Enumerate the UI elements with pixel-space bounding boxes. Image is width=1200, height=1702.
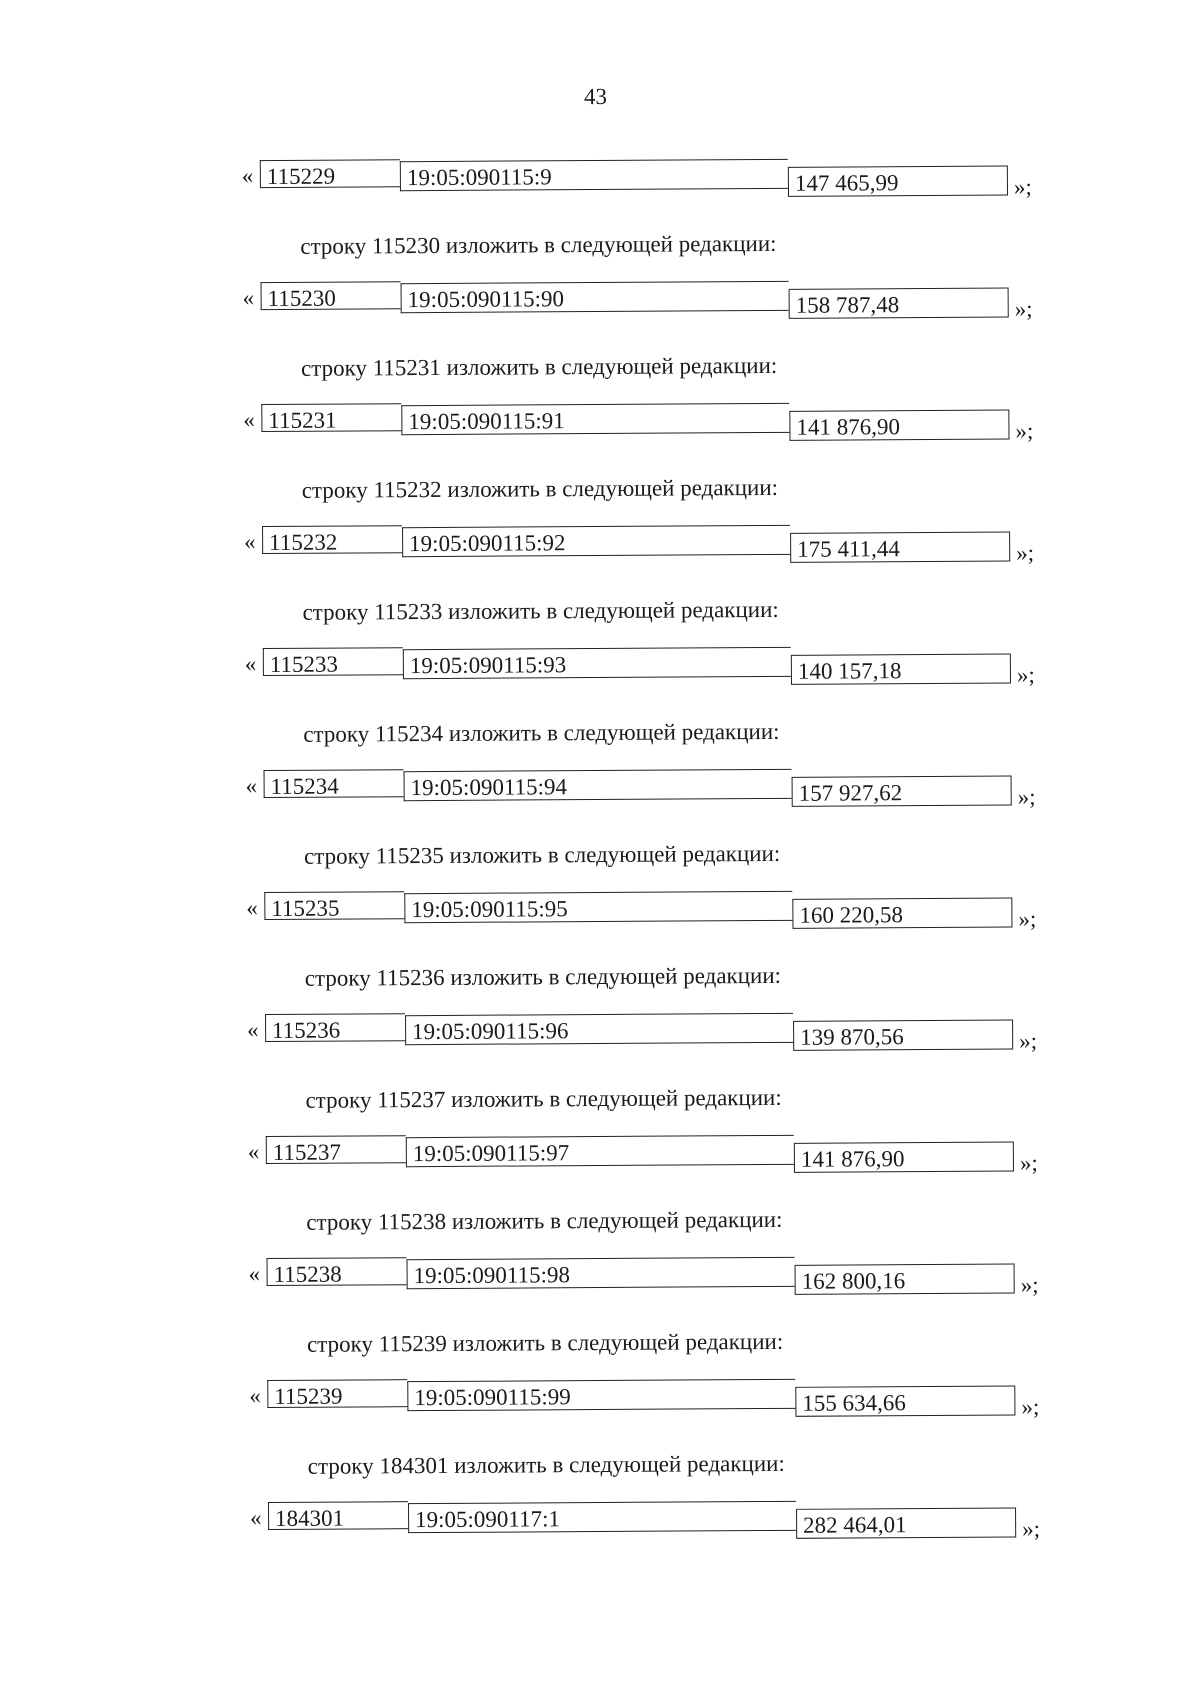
cadastral-number-cell: 19:05:090115:94 <box>404 769 792 801</box>
amendment-instruction: строку 115238 изложить в следующей редакции: <box>306 1206 783 1235</box>
amendment-instruction: строку 115230 изложить в следующей редакции: <box>300 230 777 259</box>
opening-quote: « <box>244 529 256 555</box>
row-number-cell: 115239 <box>267 1379 407 1408</box>
table-row <box>238 155 1098 200</box>
row-number-cell: 184301 <box>268 1501 408 1530</box>
value-cell: 157 927,62 <box>792 775 1012 806</box>
value-cell: 158 787,48 <box>789 287 1009 318</box>
closing-quote: »; <box>1022 1516 1041 1542</box>
cadastral-number-cell: 19:05:090115:90 <box>401 281 789 313</box>
amendment-list <box>238 155 1106 1542</box>
cadastral-number-cell: 19:05:090117:1 <box>408 1501 796 1533</box>
cadastral-number-cell: 19:05:090115:95 <box>404 891 792 923</box>
amendment-instruction: строку 184301 изложить в следующей редакции: <box>307 1450 785 1479</box>
value-cell: 155 634,66 <box>795 1385 1015 1416</box>
cadastral-number-cell: 19:05:090115:99 <box>407 1379 795 1411</box>
row-number-cell: 115234 <box>264 769 404 798</box>
table-row <box>244 1131 1104 1176</box>
row-number-cell: 115235 <box>264 891 404 920</box>
row-number-cell: 115236 <box>265 1013 405 1042</box>
cadastral-number-cell: 19:05:090115:98 <box>407 1257 795 1289</box>
closing-quote: »; <box>1015 418 1034 444</box>
closing-quote: »; <box>1021 1394 1040 1420</box>
closing-quote: »; <box>1017 784 1036 810</box>
table-row <box>244 1253 1104 1298</box>
closing-quote: »; <box>1014 296 1033 322</box>
opening-quote: « <box>246 895 258 921</box>
row-number-cell: 115233 <box>263 647 403 676</box>
opening-quote: « <box>250 1505 262 1531</box>
opening-quote: « <box>248 1261 261 1287</box>
amendment-instruction: строку 115232 изложить в следующей редакции: <box>301 474 779 503</box>
table-row <box>246 1497 1106 1542</box>
cadastral-number-cell: 19:05:090115:92 <box>402 525 790 557</box>
closing-quote: »; <box>1020 1272 1039 1298</box>
table-row <box>245 1375 1105 1420</box>
opening-quote: « <box>242 285 255 311</box>
opening-quote: « <box>245 773 258 799</box>
value-cell: 139 870,56 <box>793 1019 1013 1050</box>
opening-quote: « <box>247 1139 260 1165</box>
value-cell: 162 800,16 <box>795 1263 1015 1294</box>
row-number-cell: 115230 <box>261 281 401 310</box>
value-cell: 160 220,58 <box>792 897 1012 928</box>
cadastral-number-cell: 19:05:090115:96 <box>405 1013 793 1045</box>
amendment-instruction: строку 115237 изложить в следующей редакции: <box>305 1084 782 1113</box>
closing-quote: »; <box>1016 662 1035 688</box>
table-row <box>242 765 1102 810</box>
table-row <box>242 887 1102 932</box>
row-number-cell: 115238 <box>266 1257 406 1286</box>
table-row <box>243 1009 1103 1054</box>
cadastral-number-cell: 19:05:090115:91 <box>401 403 789 435</box>
value-cell: 147 465,99 <box>788 165 1008 196</box>
value-cell: 282 464,01 <box>796 1507 1016 1538</box>
table-row <box>239 399 1099 444</box>
row-number-cell: 115237 <box>266 1135 406 1164</box>
row-number-cell: 115231 <box>261 403 401 432</box>
value-cell: 140 157,18 <box>791 653 1011 684</box>
amendment-instruction: строку 115239 изложить в следующей редакции: <box>306 1328 784 1357</box>
cadastral-number-cell: 19:05:090115:9 <box>400 159 788 191</box>
amendment-instruction: строку 115231 изложить в следующей редакции: <box>300 352 778 381</box>
table-row <box>241 643 1101 688</box>
opening-quote: « <box>247 1017 259 1043</box>
row-number-cell: 115229 <box>260 159 400 188</box>
closing-quote: »; <box>1019 1028 1038 1054</box>
closing-quote: »; <box>1018 906 1037 932</box>
opening-quote: « <box>249 1383 261 1409</box>
cadastral-number-cell: 19:05:090115:93 <box>403 647 791 679</box>
closing-quote: »; <box>1013 174 1032 200</box>
opening-quote: « <box>241 163 254 189</box>
table-row <box>240 521 1100 566</box>
closing-quote: »; <box>1016 540 1035 566</box>
opening-quote: « <box>244 651 257 677</box>
value-cell: 141 876,90 <box>794 1141 1014 1172</box>
page-number: 43 <box>583 83 607 110</box>
cadastral-number-cell: 19:05:090115:97 <box>406 1135 794 1167</box>
table-row <box>239 277 1099 322</box>
amendment-instruction: строку 115236 изложить в следующей редакции: <box>304 962 782 991</box>
opening-quote: « <box>243 407 255 433</box>
amendment-instruction: строку 115235 изложить в следующей редакции: <box>303 840 781 869</box>
value-cell: 175 411,44 <box>790 531 1010 562</box>
row-number-cell: 115232 <box>262 525 402 554</box>
value-cell: 141 876,90 <box>789 409 1009 440</box>
closing-quote: »; <box>1019 1150 1038 1176</box>
amendment-instruction: строку 115233 изложить в следующей редакции: <box>302 596 779 625</box>
amendment-instruction: строку 115234 изложить в следующей редакции: <box>303 718 780 747</box>
